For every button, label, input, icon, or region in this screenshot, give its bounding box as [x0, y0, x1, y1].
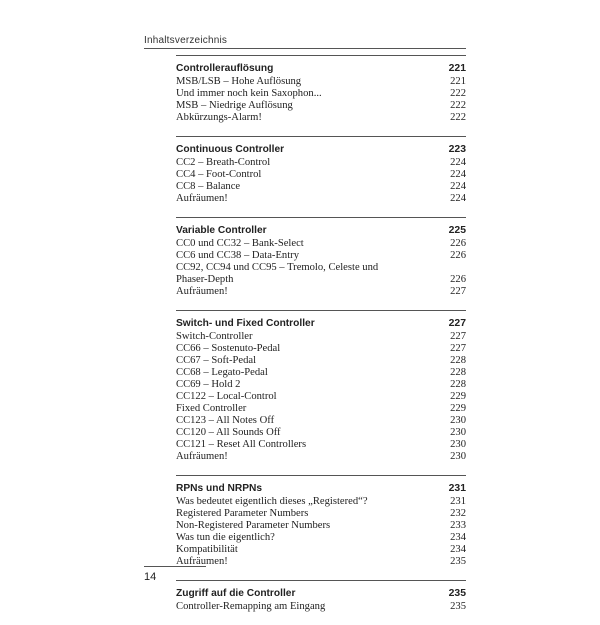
entry-title: Registered Parameter Numbers [176, 508, 309, 519]
toc-entry[interactable] [176, 355, 466, 367]
section-rule [176, 475, 466, 476]
section-page: 223 [448, 144, 466, 155]
entry-page: 227 [450, 286, 466, 297]
section-title: Controllerauflösung [176, 63, 274, 74]
toc-entry[interactable] [176, 451, 466, 463]
section-heading[interactable] [176, 318, 466, 330]
toc-entry[interactable] [176, 544, 466, 556]
entry-page: 227 [450, 331, 466, 342]
entry-title: CC4 – Foot-Control [176, 169, 262, 180]
toc-section [176, 217, 466, 298]
toc-entry[interactable] [176, 391, 466, 403]
entry-title: Was bedeutet eigentlich dieses „Registered“? [176, 496, 368, 507]
section-heading[interactable] [176, 588, 466, 600]
section-title: Zugriff auf die Controller [176, 588, 296, 599]
toc-entry[interactable] [176, 520, 466, 532]
section-rule [176, 55, 466, 56]
entry-page: 226 [450, 238, 466, 249]
section-rule [176, 310, 466, 311]
entry-page: 222 [450, 112, 466, 123]
entry-page: 226 [450, 274, 466, 285]
entry-title: Controller-Remapping am Eingang [176, 601, 326, 612]
section-page: 235 [448, 588, 466, 599]
toc-entry[interactable] [176, 508, 466, 520]
entry-page: 224 [450, 157, 466, 168]
toc-entry[interactable] [176, 100, 466, 112]
entry-page: 230 [450, 415, 466, 426]
page-number: 14 [144, 571, 157, 583]
section-page: 231 [448, 483, 466, 494]
entry-title: CC0 und CC32 – Bank-Select [176, 238, 304, 249]
section-title: Switch- und Fixed Controller [176, 318, 315, 329]
toc-section [176, 310, 466, 463]
entry-title: Non-Registered Parameter Numbers [176, 520, 331, 531]
entry-page: 229 [450, 391, 466, 402]
toc-entry[interactable] [176, 112, 466, 124]
entry-page: 232 [450, 508, 466, 519]
toc-entry[interactable] [176, 250, 466, 262]
section-rule [176, 217, 466, 218]
entry-title: MSB – Niedrige Auflösung [176, 100, 293, 111]
entry-page: 228 [450, 379, 466, 390]
entry-title: CC8 – Balance [176, 181, 241, 192]
running-header: Inhaltsverzeichnis [144, 35, 228, 46]
toc-entry[interactable] [176, 532, 466, 544]
entry-page: 224 [450, 181, 466, 192]
toc-section [176, 136, 466, 205]
entry-title: CC2 – Breath-Control [176, 157, 271, 168]
toc-entry[interactable] [176, 193, 466, 205]
toc-section [176, 55, 466, 124]
toc-entry[interactable] [176, 76, 466, 88]
entry-page: 233 [450, 520, 466, 531]
entry-page: 222 [450, 88, 466, 99]
entry-page: 230 [450, 451, 466, 462]
toc-entry[interactable] [176, 88, 466, 100]
entry-title: Phaser-Depth [176, 274, 234, 285]
toc-entry[interactable] [176, 496, 466, 508]
entry-title: Aufräumen! [176, 193, 228, 204]
entry-title: Fixed Controller [176, 403, 247, 414]
section-title: Variable Controller [176, 225, 267, 236]
entry-page: 228 [450, 355, 466, 366]
entry-page: 224 [450, 169, 466, 180]
entry-page: 226 [450, 250, 466, 261]
toc-entry[interactable] [176, 367, 466, 379]
toc-section [176, 475, 466, 568]
section-page: 221 [448, 63, 466, 74]
section-heading[interactable] [176, 225, 466, 237]
entry-title: Abkürzungs-Alarm! [176, 112, 262, 123]
entry-title: CC69 – Hold 2 [176, 379, 241, 390]
entry-page: 235 [450, 556, 466, 567]
entry-title: Aufräumen! [176, 556, 228, 567]
entry-page: 224 [450, 193, 466, 204]
entry-page: 222 [450, 100, 466, 111]
toc-entry[interactable] [176, 238, 466, 250]
entry-title: CC6 und CC38 – Data-Entry [176, 250, 299, 261]
section-heading[interactable] [176, 63, 466, 75]
toc-entry[interactable] [176, 427, 466, 439]
entry-title: Aufräumen! [176, 451, 228, 462]
toc-entry[interactable] [176, 601, 466, 613]
section-heading[interactable] [176, 483, 466, 495]
entry-page: 234 [450, 532, 466, 543]
toc-entry[interactable] [176, 556, 466, 568]
entry-title: Kompatibilität [176, 544, 238, 555]
entry-title: CC123 – All Notes Off [176, 415, 275, 426]
entry-title: CC67 – Soft-Pedal [176, 355, 257, 366]
toc-entry[interactable] [176, 379, 466, 391]
section-page: 227 [448, 318, 466, 329]
entry-page: 228 [450, 367, 466, 378]
entry-title: CC66 – Sostenuto-Pedal [176, 343, 281, 354]
toc-entry[interactable] [176, 343, 466, 355]
toc-entry[interactable] [176, 169, 466, 181]
header-rule [144, 48, 466, 49]
toc-entry[interactable] [176, 415, 466, 427]
entry-title: CC120 – All Sounds Off [176, 427, 281, 438]
entry-title: Und immer noch kein Saxophon... [176, 88, 322, 99]
section-page: 225 [448, 225, 466, 236]
toc-entry[interactable] [176, 181, 466, 193]
table-of-contents [176, 55, 466, 625]
section-heading[interactable] [176, 144, 466, 156]
entry-page: 231 [450, 496, 466, 507]
entry-title: CC122 – Local-Control [176, 391, 277, 402]
entry-title: CC92, CC94 und CC95 – Tremolo, Celeste und [176, 262, 379, 273]
entry-title: Switch-Controller [176, 331, 253, 342]
entry-page: 235 [450, 601, 466, 612]
entry-page: 221 [450, 76, 466, 87]
section-title: Continuous Controller [176, 144, 285, 155]
toc-entry[interactable] [176, 274, 466, 286]
section-title: RPNs und NRPNs [176, 483, 263, 494]
entry-title: Aufräumen! [176, 286, 228, 297]
toc-entry[interactable] [176, 331, 466, 343]
entry-title: Was tun die eigentlich? [176, 532, 275, 543]
entry-page: 229 [450, 403, 466, 414]
toc-entry[interactable] [176, 157, 466, 169]
entry-page: 234 [450, 544, 466, 555]
toc-entry[interactable] [176, 262, 466, 274]
entry-title: CC121 – Reset All Controllers [176, 439, 307, 450]
toc-entry[interactable] [176, 439, 466, 451]
toc-entry[interactable] [176, 403, 466, 415]
entry-title: MSB/LSB – Hohe Auflösung [176, 76, 302, 87]
entry-page: 230 [450, 439, 466, 450]
toc-section [176, 580, 466, 613]
entry-page: 230 [450, 427, 466, 438]
entry-page: 227 [450, 343, 466, 354]
section-rule [176, 580, 466, 581]
toc-entry[interactable] [176, 286, 466, 298]
section-rule [176, 136, 466, 137]
footer-rule [144, 566, 206, 567]
entry-title: CC68 – Legato-Pedal [176, 367, 268, 378]
